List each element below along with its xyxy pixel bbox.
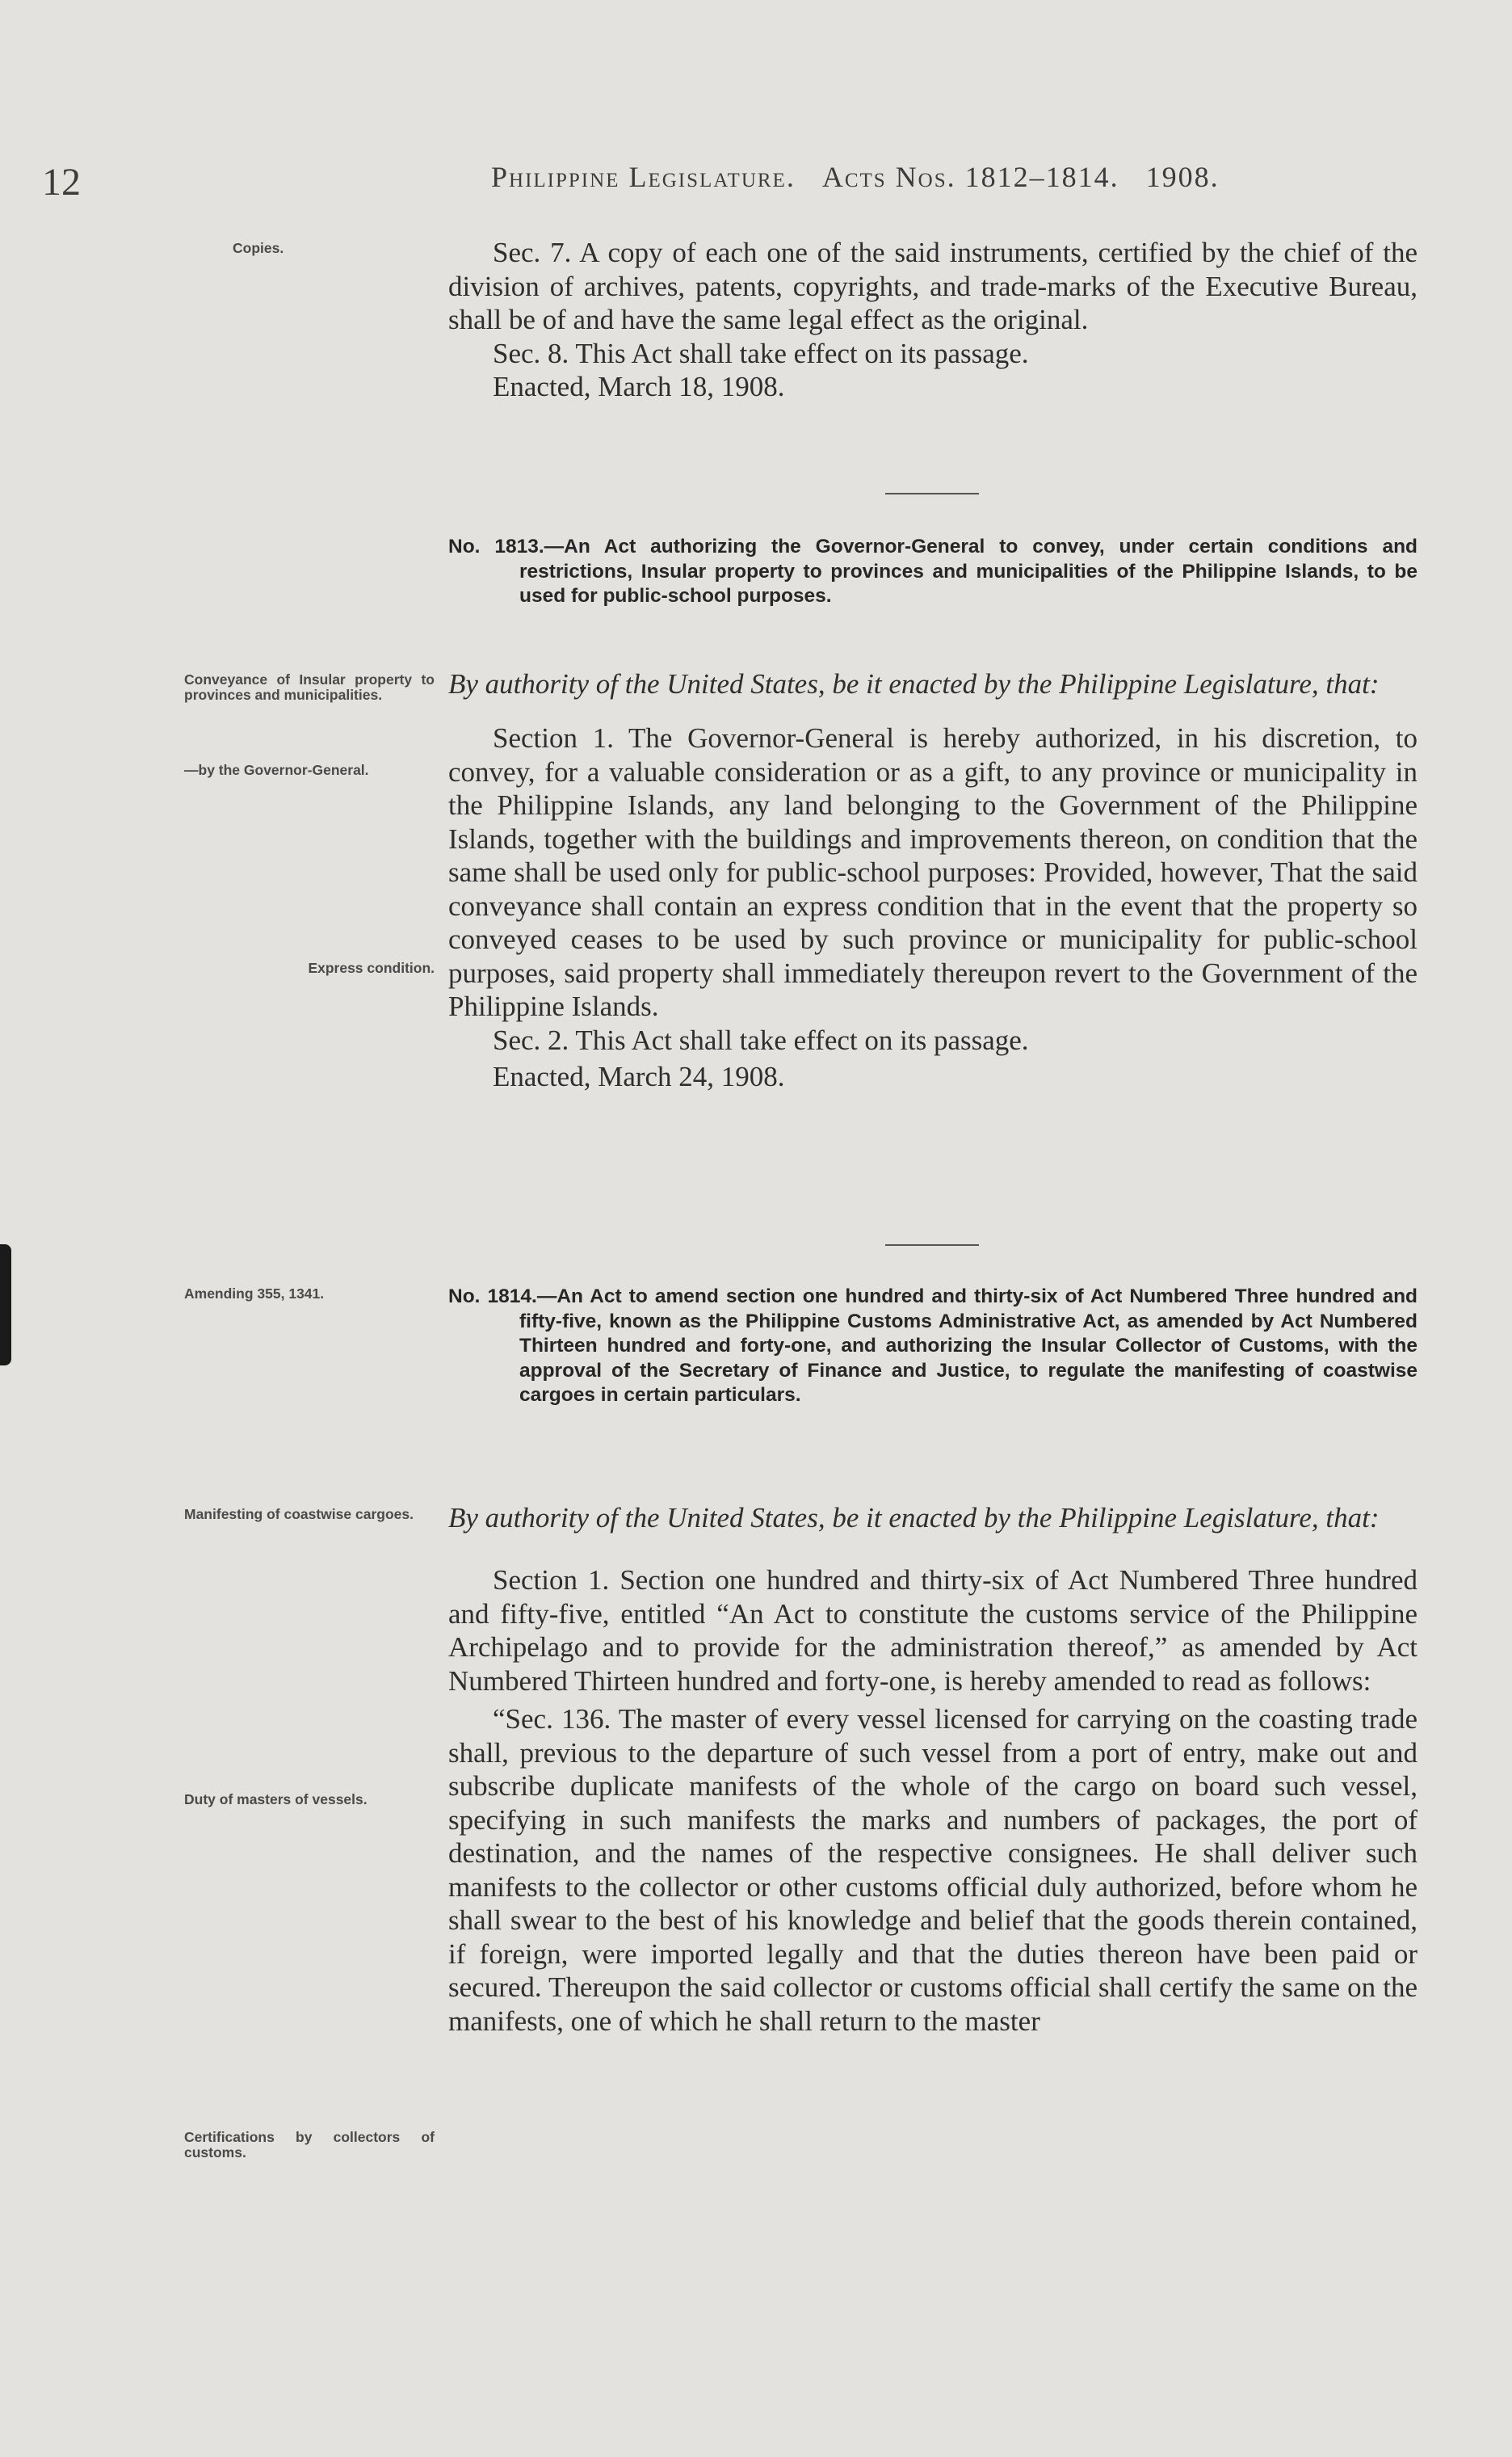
act-1814-title: No. 1814.—An Act to amend section one hundred and thirty-six of Act Numbered Three hundred and fifty-five, known as the Philippine Customs Administrative Act, as amended by Act Numbered Thirteen hundred and forty-one, and authorizing the Insular Collector of Customs, with the approval of the Secretary of Finance and Justice, to regulate the manifesting of coastwise cargoes in certain particulars. (448, 1285, 1418, 1406)
section-divider (885, 493, 979, 494)
side-note-manifesting: Manifesting of coastwise cargoes. (184, 1506, 414, 1522)
act-1814-enacting-clause: By authority of the United States, be it enacted by the Philippine Legislature, that: (448, 1502, 1380, 1534)
header-left: Philippine Legislature. (491, 161, 796, 193)
side-note-by-governor: —by the Governor-General. (184, 762, 369, 778)
side-note-conveyance: Conveyance of Insular property to provinces and municipalities. (184, 671, 435, 703)
act-1813-section-2: Sec. 2. This Act shall take effect on its passage. (493, 1024, 1029, 1056)
scan-edge-mark (0, 1244, 11, 1365)
header-acts: Acts Nos. 1812–1814. (821, 161, 1119, 193)
act-1813-body (448, 667, 1418, 1094)
act-1813 (448, 535, 1418, 609)
running-header (491, 160, 1396, 194)
act-1813-enacted: Enacted, March 24, 1908. (493, 1061, 785, 1092)
act-1812-tail (448, 236, 1418, 404)
act-1813-enacting-clause: By authority of the United States, be it enacted by the Philippine Legislature, that: (448, 668, 1380, 700)
act-1812-section-8: Sec. 8. This Act shall take effect on its passage. (493, 337, 1029, 369)
act-1814 (448, 1285, 1418, 1408)
section-divider (885, 1244, 979, 1246)
side-note-certifications: Certifications by collectors of customs. (184, 2129, 435, 2160)
act-1814-section-136: “Sec. 136. The master of every vessel licensed for carrying on the coasting trade shall, previous to the departure of such vessel from a port of entry, make out and subscribe duplicate manifests of the whole of the cargo on board such vessel, specifying in such manifests the marks and numbers of packages, the port of destination, and the names of the respective consignees. He shall deliver such manifests to the collector or other customs official duly authorized, before whom he shall swear to the best of his knowledge and belief that the goods therein contained, if foreign, were imported legally and that the duties thereon have been paid or secured. Thereupon the said collector or customs official shall certify the same on the manifests, one of which he shall return to the master (448, 1703, 1418, 2037)
act-1813-title: No. 1813.—An Act authorizing the Governor-General to convey, under certain conditions and restrictions, Insular property to provinces and municipalities of the Philippine Islands, to be used for public-school purposes. (448, 536, 1418, 607)
act-1812-section-7: Sec. 7. A copy of each one of the said instruments, certified by the chief of the division of archives, patents, copyrights, and trade-marks of the Executive Bureau, shall be of and have the same legal effect as the original. (448, 237, 1418, 335)
act-1814-section-1: Section 1. Section one hundred and thirty-six of Act Numbered Three hundred and fifty-five, entitled “An Act to constitute the customs service of the Philippine Archipelago and to provide for the administration thereof,” as amended by Act Numbered Thirteen hundred and forty-one, is hereby amended to read as follows: (448, 1564, 1418, 1697)
header-year: 1908. (1145, 161, 1220, 193)
side-note-copies: Copies. (233, 240, 284, 256)
side-note-express-condition: Express condition. (308, 960, 435, 976)
side-note-duty-of-masters: Duty of masters of vessels. (184, 1791, 368, 1807)
act-1812-enacted: Enacted, March 18, 1908. (493, 371, 785, 402)
act-1814-body (448, 1501, 1418, 2038)
page-number: 12 (42, 161, 81, 204)
side-note-amending: Amending 355, 1341. (184, 1285, 325, 1302)
act-1813-section-1: Section 1. The Governor-General is hereby authorized, in his discretion, to convey, for a valuable consideration or as a gift, to any province or municipality in the Philippine Islands, any land belonging to the Government of the Philippine Islands, together with the buildings and improvements thereon, on condition that the same shall be used only for public-school purposes: Provided, however, That the said conveyance shall contain an express condition that in the event that the property so conveyed ceases to be used by such province or municipality for public-school purposes, said property shall immediately thereupon revert to the Government of the Philippine Islands. (448, 722, 1418, 1022)
